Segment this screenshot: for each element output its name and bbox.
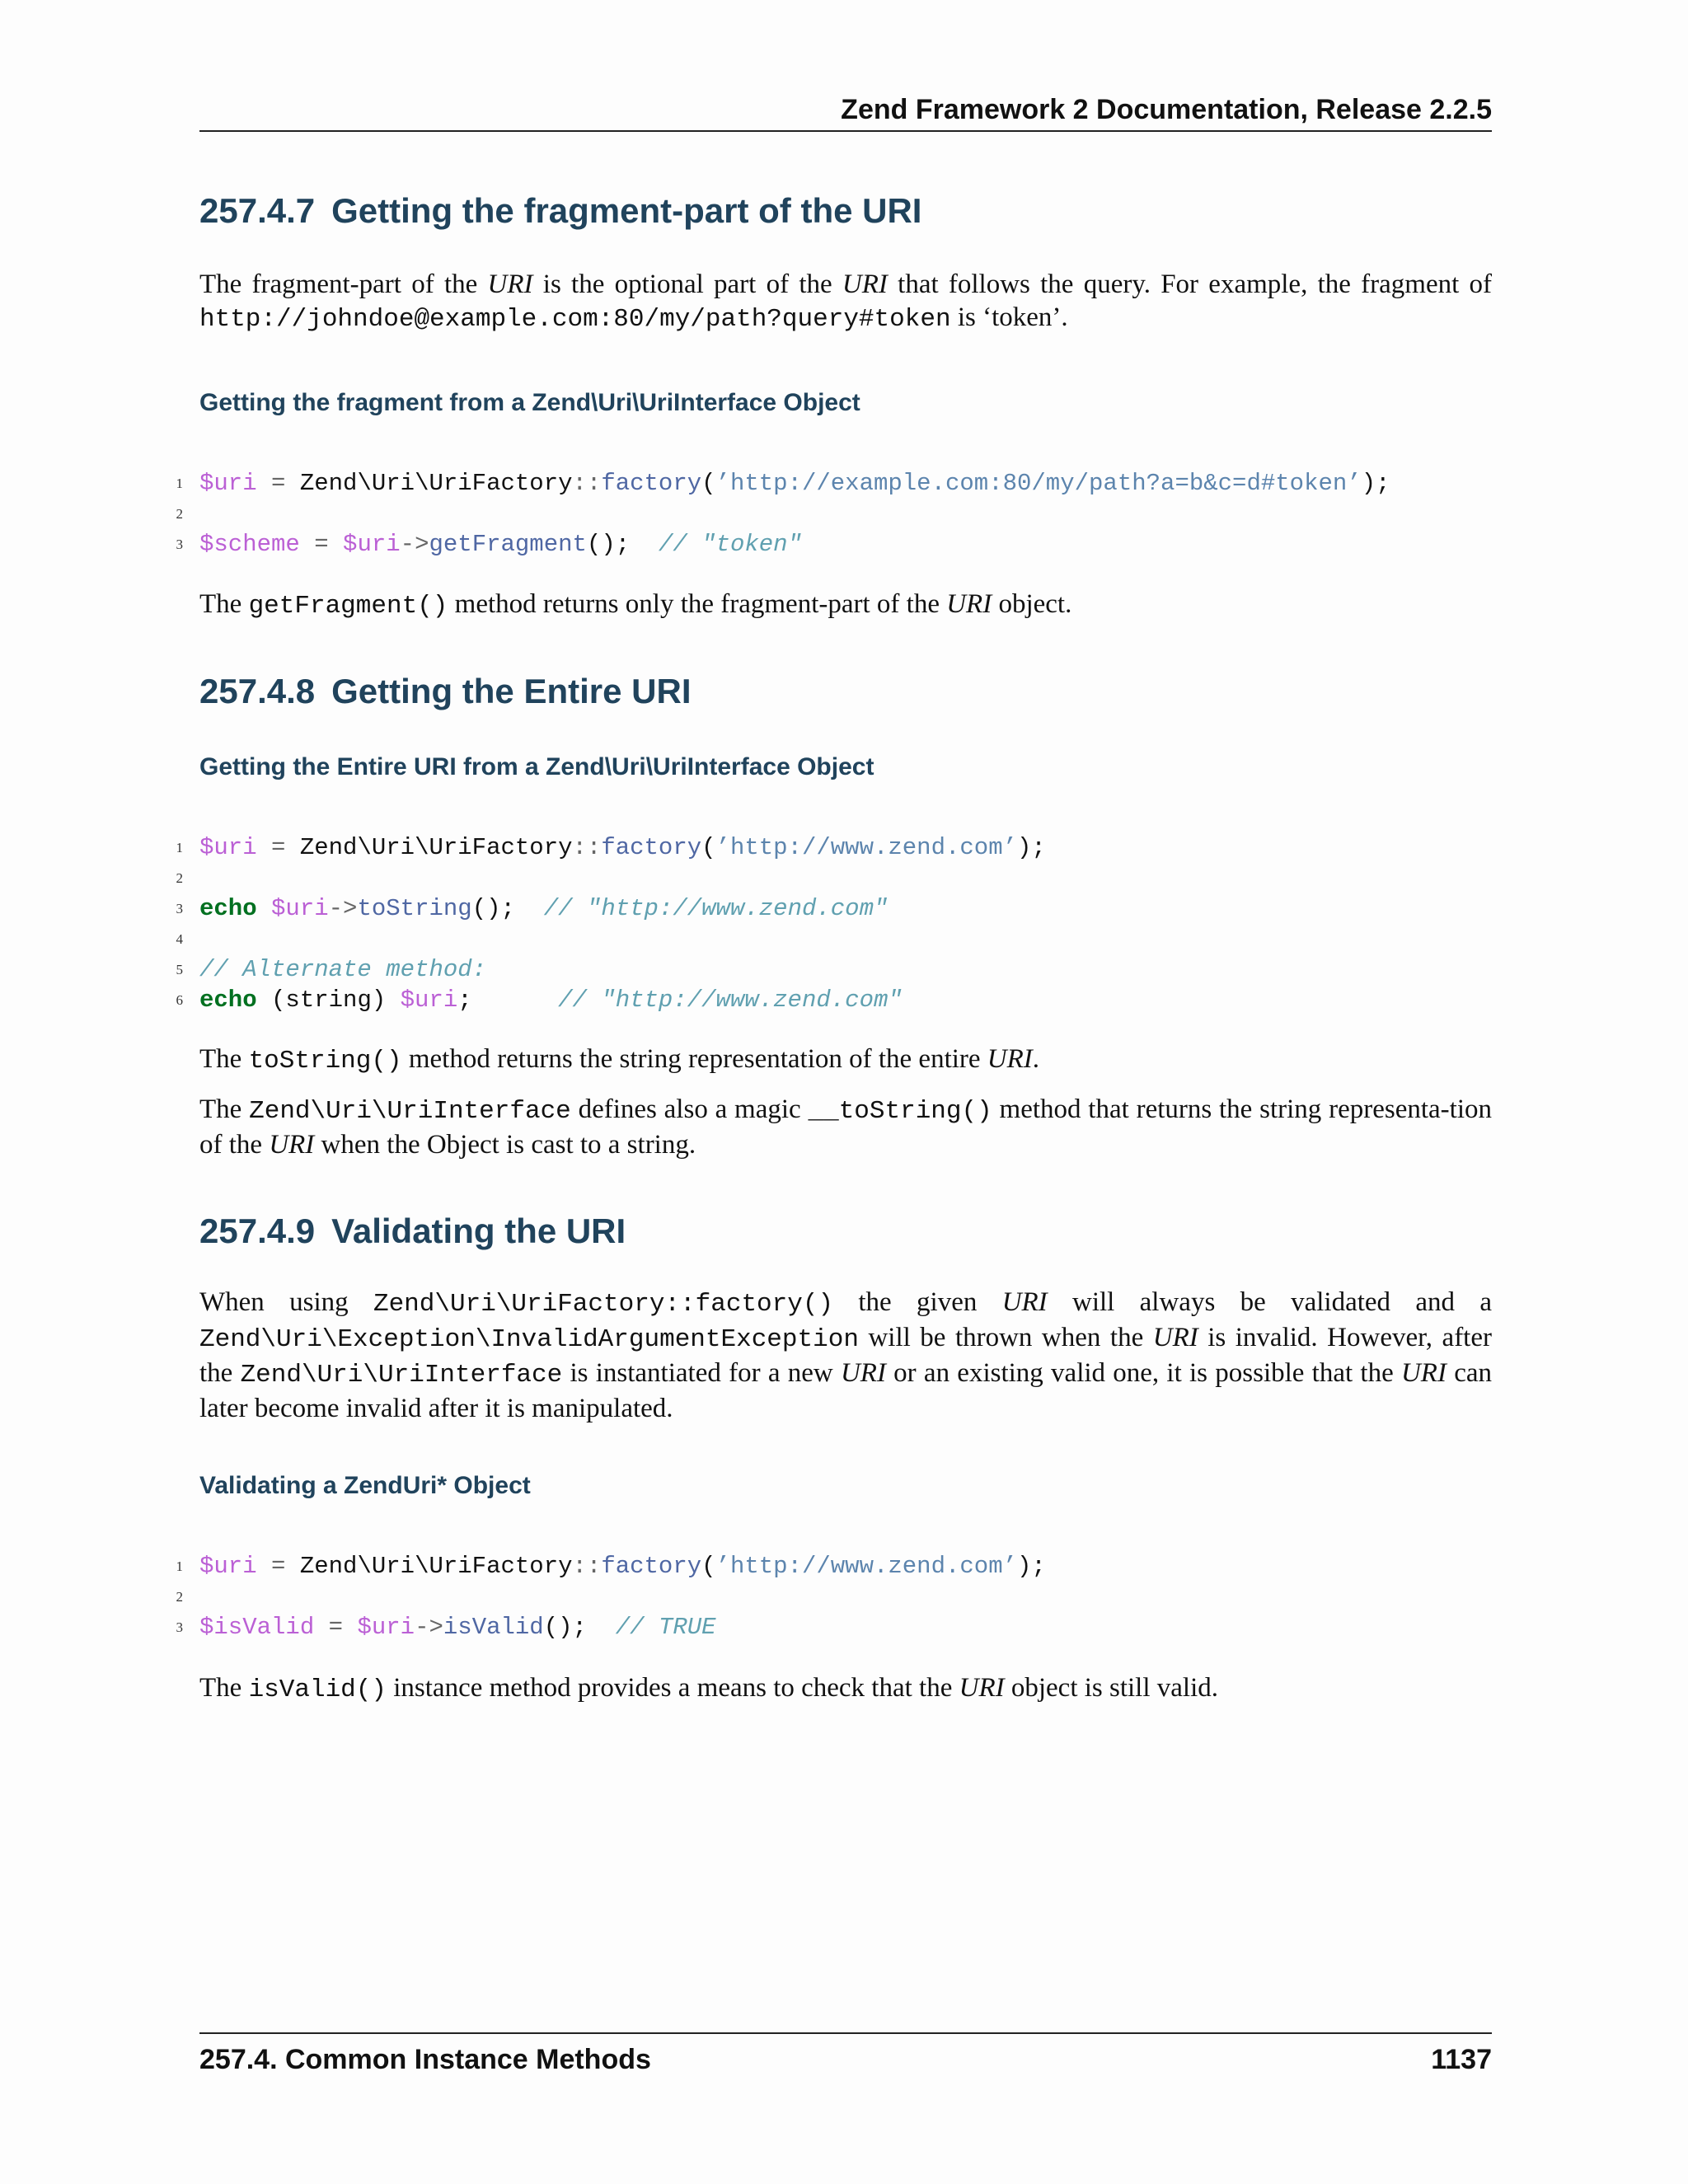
code-line: 4 [176,931,183,947]
code-line: 5 // Alternate method: [176,956,487,983]
code-line: 3 $scheme = $uri->getFragment(); // "token" [176,531,802,558]
code-line: 6 echo (string) $uri; // "http://www.zend.com" [176,987,903,1014]
code-line: 1 $uri = Zend\Uri\UriFactory::factory(’http://www.zend.com’); [176,834,1046,861]
code-line: 2 [176,506,183,522]
subheading-validating-example: Validating a ZendUri* Object [199,1472,531,1499]
footer-section: 257.4. Common Instance Methods [199,2044,651,2075]
section-heading-validating: 257.4.9 Validating the URI [199,1212,626,1250]
page-number: 1137 [1431,2044,1492,2075]
subheading-entire-uri-example: Getting the Entire URI from a Zend\Uri\UriInterface Object [199,753,874,780]
code-line: 1 $uri = Zend\Uri\UriFactory::factory(’http://www.zend.com’); [176,1553,1046,1580]
code-line: 2 [176,870,183,886]
code-line: 3 echo $uri->toString(); // "http://www.zend.com" [176,895,889,922]
code-line: 2 [176,1589,183,1605]
code-block-entire-uri [158,832,1493,1015]
header-title: Zend Framework 2 Documentation, Release 2.2.5 [841,94,1492,125]
running-footer [199,2032,1492,2076]
running-header [199,89,1492,132]
section-heading-entire-uri: 257.4.8 Getting the Entire URI [199,672,692,710]
code-block-fragment [158,468,1493,560]
isvalid-paragraph: The isValid() instance method provides a means to check that the URI object is still valid. [199,1673,1219,1704]
code-line: 1 $uri = Zend\Uri\UriFactory::factory(’http://example.com:80/my/path?a=b&c=d#token’); [176,470,1390,497]
fragment-intro-paragraph: The fragment-part of the URI is the optional part of the URI that follows the query. For example, the fragment of http://johndoe@example.com:80/my/path?query#token is ‘token’. [199,269,1493,334]
code-line: 3 $isValid = $uri->isValid(); // TRUE [176,1614,716,1641]
subheading-fragment-example: Getting the fragment from a Zend\Uri\UriInterface Object [199,389,860,416]
tostring-paragraph: The toString() method returns the string representation of the entire URI. [199,1044,1040,1076]
magic-tostring-paragraph: The Zend\Uri\UriInterface defines also a magic __toString() method that returns the string representa-tion of the URI when the Object is cast to a string. [199,1094,1492,1160]
getfragment-paragraph: The getFragment() method returns only the fragment-part of the URI object. [199,589,1072,621]
validation-paragraph: When using Zend\Uri\UriFactory::factory() the given URI will always be validated and a Zend\Uri\Exception\InvalidArgumentException will be thrown when the URI is invalid. However, after the Zend\Uri\UriInterface is instantiated for a new URI or an existing valid one, it is possible that the URI can later become invalid after it is manipulated. [199,1287,1492,1423]
section-heading-fragment: 257.4.7 Getting the fragment-part of the URI [199,191,922,230]
code-block-validating [158,1551,1493,1643]
